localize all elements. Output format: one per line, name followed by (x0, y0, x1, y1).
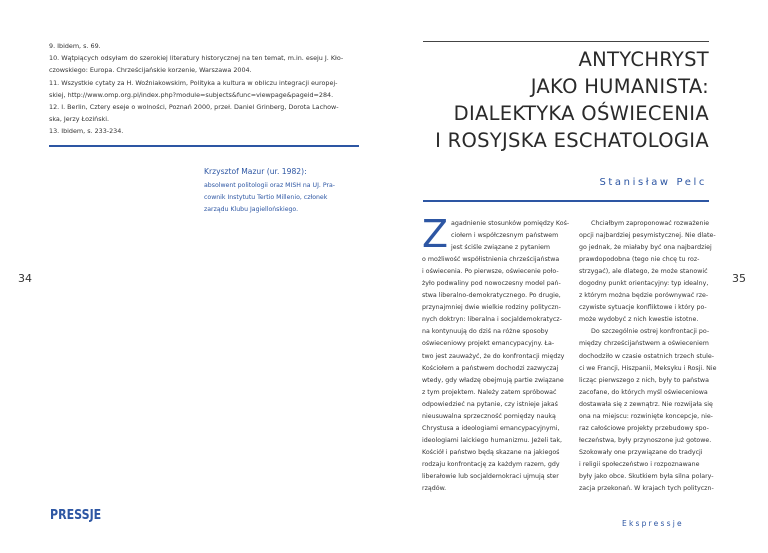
drop-cap: Z (422, 212, 449, 256)
text-line: Szokowały one przywiązane do tradycji (579, 448, 703, 456)
author-desc-line: absolwent politologii oraz MISH na UJ. Pra- (204, 182, 336, 189)
text-line: liberałowie lub socjaldemokraci ujmują ster (422, 472, 559, 480)
title-line: JAKO HUMANISTA: (530, 75, 709, 98)
text-line: oświeceniowy projekt emancypacyjny. Ła- (422, 340, 555, 348)
footnote-line: skiej, http://www.omp.org.pl/index.php?module=subjects&func=viewpage&pageid=284. (49, 90, 334, 99)
text-line: z którym można będzie porównywać rze- (579, 292, 709, 300)
text-line: z tym projektem. Należy zatem spróbować (422, 388, 557, 396)
footnote-line: 13. Ibidem, s. 233-234. (49, 127, 124, 136)
title-rule (423, 41, 709, 42)
text-line: o możliwość współistnienia chrześcijaństwa (422, 256, 560, 264)
text-line: go jednak, że miałaby być ona najbardziej (579, 244, 712, 252)
text-line: ideologiami laickiego humanizmu. Jeżeli tak, (422, 436, 563, 444)
text-line: ciołem i współczesnym państwem (451, 232, 559, 240)
text-line: ona na miejscu: rozwinięte koncepcje, nie- (579, 412, 713, 420)
text-line: nieusuwalna sprzeczność pomiędzy nauką (422, 412, 556, 420)
text-line: rodzaju konfrontację za każdym razem, gdy (422, 460, 560, 468)
footnote-line: 10. Wątpiących odsyłam do szerokiej literatury historycznej na ten temat, m.in. eseju J. Kło- (49, 54, 344, 63)
text-line: łeczeństwa, były przynoszone już gotowe. (579, 436, 712, 444)
author-bio (204, 166, 354, 216)
text-line: raz całościowe projekty przebudowy spo- (579, 424, 709, 432)
author-desc (204, 180, 354, 216)
page-number-left: 34 (18, 272, 32, 285)
text-line: między chrześcijaństwem a oświeceniem (579, 340, 709, 348)
author-desc-line: cownik Instytutu Tertio Millenio, członek (204, 194, 328, 201)
text-line: opcji najbardziej pesymistycznej. Nie dlate- (579, 232, 716, 240)
footnotes (49, 40, 349, 138)
text-line: Do szczególnie ostrej konfrontacji po- (591, 328, 710, 336)
footnote-line: 11. Wszystkie cytaty za H. Woźniakowskim, Polityka a kultura w obliczu integracji europej- (49, 78, 338, 87)
footnote-line: ska, Jerzy Łoziński. (49, 115, 110, 124)
text-line: zacofane, do których myśl oświeceniowa (579, 388, 708, 396)
text-line: czywiste sytuacje konfliktowe i który po- (579, 304, 707, 312)
text-line: ci we Francji, Hiszpanii, Meksyku i Rosji. Nie (579, 364, 717, 372)
text-line: agadnienie stosunków pomiędzy Koś- (451, 220, 570, 227)
text-line: stwa liberalno-demokratycznego. Po drugie, (422, 292, 561, 300)
text-line: na kontynuują do dziś na różne sposoby (422, 328, 549, 336)
title-line: ANTYCHRYST (578, 48, 709, 71)
footnote-line: 12. I. Berlin, Cztery eseje o wolności, Poznań 2000, przeł. Daniel Grinberg, Dorota Lachow- (49, 103, 339, 112)
author-desc-line: zarządu Klubu Jagiellońskiego. (204, 206, 299, 213)
text-line: Chrystusa a ideologiami emancypacyjnymi, (422, 424, 560, 432)
text-line: były jako obce. Skutkiem była silna polary- (579, 472, 714, 480)
text-line: Chciałbym zaproponować rozważenie (591, 220, 710, 227)
byline: Stanisław Pelc (599, 177, 707, 188)
text-line: przynajmniej dwie wielkie rodziny polityczn- (422, 304, 561, 312)
title-line: I ROSYJSKA ESCHATOLOGIA (435, 129, 709, 152)
text-line: rządów. (422, 485, 447, 493)
text-line: i religii społeczeństwo i rozpoznawane (579, 460, 700, 468)
author-name: Krzysztof Mazur (ur. 1982): (204, 167, 307, 176)
text-line: dostawała się z zewnątrz. Nie rozwijała się (579, 400, 713, 408)
text-line: dochodziło w czasie ostatnich trzech stule- (579, 352, 714, 360)
text-line: zacja przekonań. W krajach tych polityczn- (579, 485, 714, 493)
text-line: może wydobyć z nich kwestie istotne. (579, 316, 699, 324)
text-line: two jest zauważyć, że do konfrontacji między (422, 352, 565, 360)
text-line: wtedy, gdy władzę obejmują partie związane (422, 376, 564, 384)
text-line: Kościołem a państwem dochodzi zazwyczaj (422, 364, 559, 372)
byline-rule (423, 200, 709, 202)
text-line: nych doktryn: liberalna i socjaldemokratycz- (422, 316, 562, 324)
article-title (435, 46, 709, 154)
text-line: odpowiedzieć na pytanie, czy istnieje jakaś (422, 400, 558, 408)
page-number-right: 35 (732, 272, 746, 285)
pressje-logo: PRESSJE (50, 508, 102, 523)
text-column-right (579, 218, 721, 495)
text-line: strzygać), ale dlatego, że może stanowić (579, 268, 708, 276)
footnote-line: czowskiego: Europa. Chrześcijańskie korzenie, Warszawa 2004. (49, 66, 252, 75)
text-line: żyło podwaliny pod nowoczesny model pań- (422, 280, 561, 288)
text-line: i oświecenia. Po pierwsze, oświecenie poło- (422, 268, 559, 276)
title-line: DIALEKTYKA OŚWIECENIA (453, 102, 709, 125)
text-column-left (422, 212, 576, 495)
footnotes-divider (49, 145, 359, 147)
text-line: prawdopodobna (tego nie chcę tu roz- (579, 256, 700, 264)
text-line: licząc pierwszego z nich, były to państwa (579, 376, 709, 384)
text-line: jest ściśle związane z pytaniem (451, 244, 551, 252)
section-label: Ekspressje (622, 519, 684, 528)
text-line: Kościół i państwo będą skazane na jakiegoś (422, 448, 560, 456)
footnote-line: 9. Ibidem, s. 69. (49, 42, 101, 50)
text-line: dogodny punkt orientacyjny: typ idealny, (579, 280, 709, 288)
